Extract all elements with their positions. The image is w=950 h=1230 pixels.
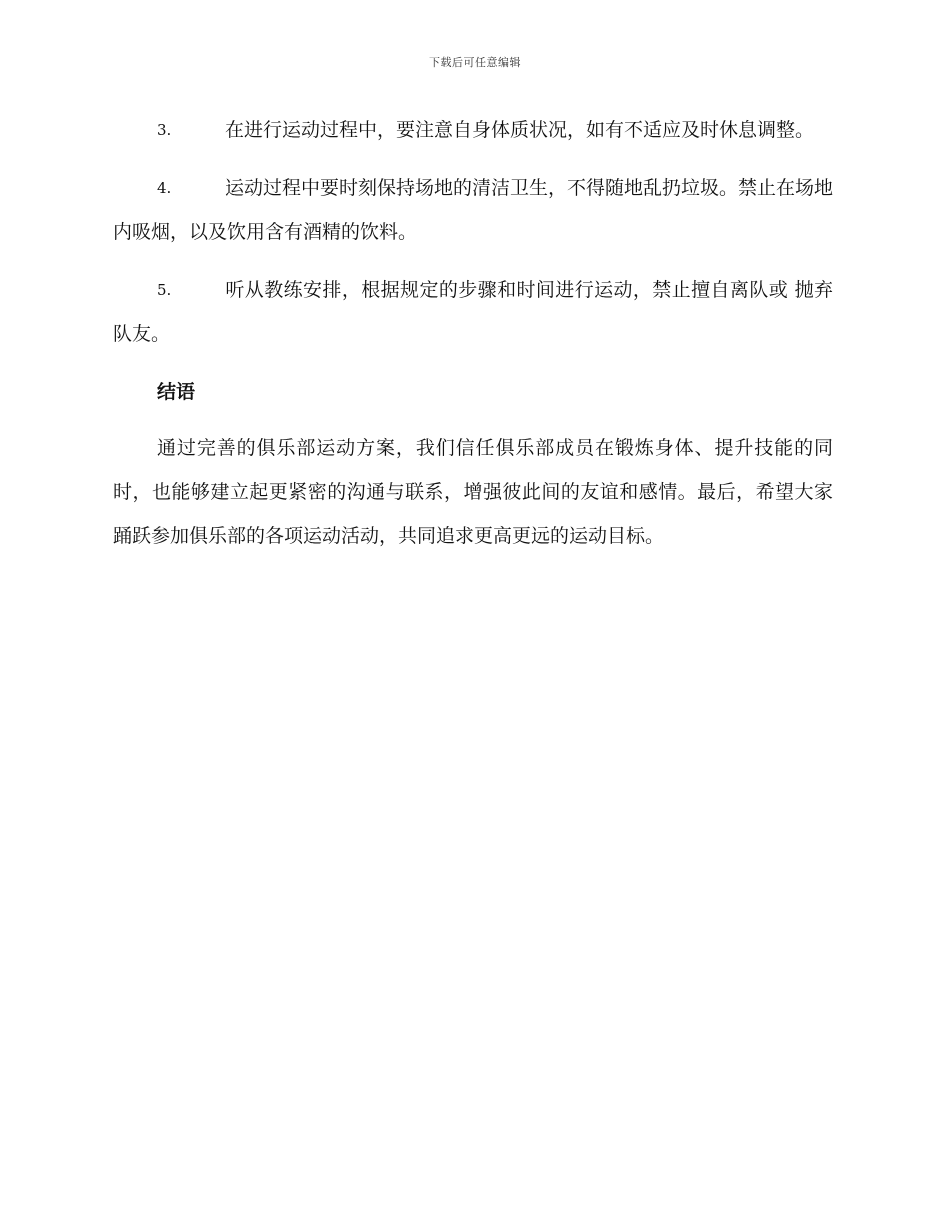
list-item xyxy=(113,108,833,152)
list-item-number: 5. xyxy=(157,281,172,299)
list-item-text: 在进行运动过程中，要注意自身体质状况，如有不适应及时休息调整。 xyxy=(225,119,815,141)
list-item-number: 3. xyxy=(157,121,172,139)
header-note: 下载后可任意编辑 xyxy=(429,56,521,69)
conclusion-paragraph: 通过完善的俱乐部运动方案，我们信任俱乐部成员在锻炼身体、提升技能的同时，也能够建立起更紧密的沟通与联系，增强彼此间的友谊和感情。最后，希望大家踊跃参加俱乐部的各项运动活动，共同追求更高更远的运动目标。 xyxy=(113,437,833,547)
list-item-number: 4. xyxy=(157,179,172,197)
list-item-text: 听从教练安排，根据规定的步骤和时间进行运动，禁止擅自离队或 抛弃队友。 xyxy=(113,279,833,345)
list-item xyxy=(113,166,833,254)
list-item xyxy=(113,268,833,356)
list-item-text: 运动过程中要时刻保持场地的清洁卫生，不得随地乱扔垃圾。禁止在场地内吸烟，以及饮用含有酒精的饮料。 xyxy=(113,177,834,243)
document-body xyxy=(113,108,833,558)
section-heading: 结语 xyxy=(157,381,196,403)
